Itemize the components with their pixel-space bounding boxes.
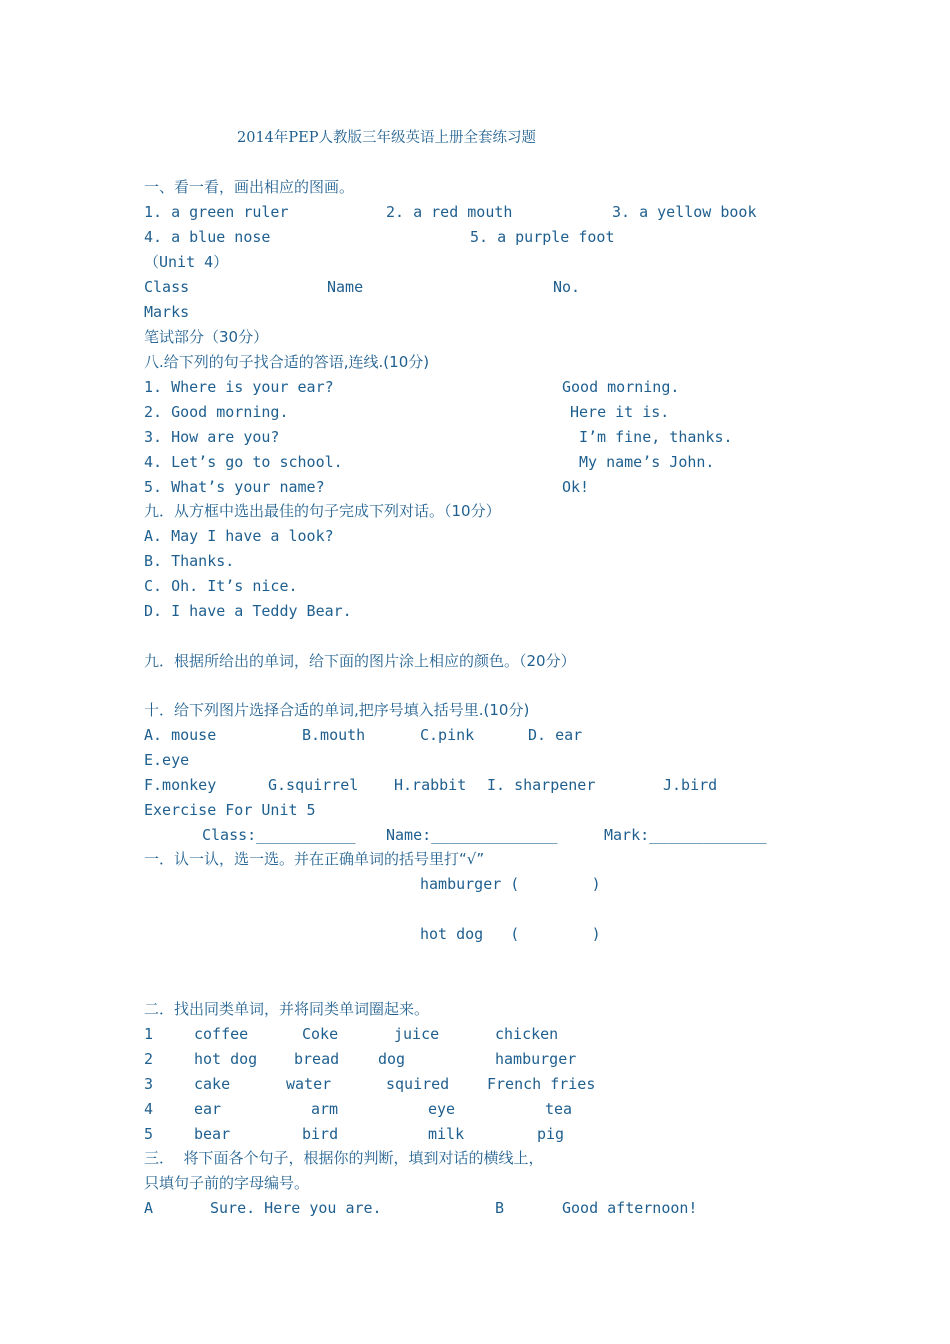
unit4-label: （Unit 4） (144, 253, 229, 271)
s8-question: 1. Where is your ear? (144, 378, 334, 396)
u5s3-letter-b: B (495, 1199, 505, 1217)
s10-word: C.pink (420, 726, 475, 744)
s1-item-3: 3. a yellow book (612, 203, 757, 221)
s10-word: J.bird (663, 776, 718, 794)
u5s2-row-number: 5 (144, 1125, 154, 1143)
s1-item-2: 2. a red mouth (386, 203, 513, 221)
u5s2-word: coffee (194, 1025, 249, 1043)
s9-option: A. May I have a look? (144, 527, 334, 545)
u5s3-sentence-a: Sure. Here you are. (210, 1199, 382, 1217)
unit5-name-field: Name:______________ (386, 826, 558, 844)
s8-question: 3. How are you? (144, 428, 280, 446)
s10-word: I. sharpener (487, 776, 596, 794)
written-part-label: 笔试部分（30分） (144, 328, 269, 346)
s8-answer: Good morning. (562, 378, 680, 396)
name-label: Name (327, 278, 364, 296)
u5s2-word: chicken (495, 1025, 559, 1043)
u5s2-row-number: 2 (144, 1050, 154, 1068)
s8-answer: Here it is. (570, 403, 670, 421)
section-9-heading: 九．从方框中选出最佳的句子完成下列对话。（10分） (144, 502, 501, 520)
u5s2-row-number: 4 (144, 1100, 154, 1118)
u5s2-word: bear (194, 1125, 231, 1143)
u5-section-3-heading: 三． 将下面各个句子，根据你的判断，填到对话的横线上， (144, 1149, 544, 1167)
u5s2-word: milk (428, 1125, 465, 1143)
s10-word: D. ear (528, 726, 583, 744)
page-title: 2014年PEP人教版三年级英语上册全套练习题 (237, 130, 536, 146)
s9-option: B. Thanks. (144, 552, 235, 570)
class-label: Class (144, 278, 190, 296)
u5s2-word: tea (545, 1100, 573, 1118)
s8-answer: I’m fine, thanks. (579, 428, 733, 446)
s1-item-4: 4. a blue nose (144, 228, 271, 246)
s8-question: 2. Good morning. (144, 403, 289, 421)
unit5-title: Exercise For Unit 5 (144, 801, 316, 819)
section-10-heading: 十．给下列图片选择合适的单词,把序号填入括号里.(10分) (144, 701, 530, 719)
unit5-mark-field: Mark:_____________ (604, 826, 767, 844)
u5-section-1-heading: 一．认一认，选一选。并在正确单词的括号里打“√” (144, 850, 485, 868)
s8-question: 4. Let’s go to school. (144, 453, 343, 471)
u5s2-word: dog (378, 1050, 406, 1068)
u5-section-2-heading: 二．找出同类单词，并将同类单词圈起来。 (144, 1000, 430, 1018)
s1-item-5: 5. a purple foot (470, 228, 615, 246)
s1-item-1: 1. a green ruler (144, 203, 289, 221)
s9-option: C. Oh. It’s nice. (144, 577, 298, 595)
s10-word: H.rabbit (394, 776, 467, 794)
u5s1-item-hamburger: hamburger ( ) (420, 875, 601, 893)
s9-option: D. I have a Teddy Bear. (144, 602, 352, 620)
u5s2-word: bird (302, 1125, 339, 1143)
u5s2-row-number: 3 (144, 1075, 154, 1093)
u5s2-word: water (286, 1075, 332, 1093)
u5s2-word: cake (194, 1075, 231, 1093)
u5s1-item-hotdog: hot dog ( ) (420, 925, 601, 943)
u5s2-word: bread (294, 1050, 340, 1068)
u5s2-row-number: 1 (144, 1025, 154, 1043)
u5s2-word: eye (428, 1100, 456, 1118)
u5s2-word: pig (537, 1125, 565, 1143)
section-9b-heading: 九．根据所给出的单词，给下面的图片涂上相应的颜色。（20分） (144, 652, 576, 670)
s10-word: E.eye (144, 751, 190, 769)
u5-section-3-heading-cont: 只填句子前的字母编号。 (144, 1174, 310, 1192)
section-8-heading: 八.给下列的句子找合适的答语,连线.(10分) (144, 353, 430, 371)
u5s2-word: juice (394, 1025, 440, 1043)
s8-answer: Ok! (562, 478, 590, 496)
u5s2-word: hamburger (495, 1050, 577, 1068)
s10-word: A. mouse (144, 726, 217, 744)
section-1-heading: 一、看一看，画出相应的图画。 (144, 178, 355, 196)
s10-word: G.squirrel (268, 776, 359, 794)
s10-word: B.mouth (302, 726, 366, 744)
u5s3-letter-a: A (144, 1199, 154, 1217)
u5s2-word: squired (386, 1075, 450, 1093)
unit5-class-field: Class:___________ (202, 826, 356, 844)
s10-word: F.monkey (144, 776, 217, 794)
number-label: No. (553, 278, 581, 296)
u5s2-word: arm (311, 1100, 339, 1118)
s8-question: 5. What’s your name? (144, 478, 325, 496)
u5s2-word: hot dog (194, 1050, 258, 1068)
marks-label: Marks (144, 303, 190, 321)
u5s2-word: ear (194, 1100, 222, 1118)
s8-answer: My name’s John. (579, 453, 715, 471)
u5s3-sentence-b: Good afternoon! (562, 1199, 698, 1217)
u5s2-word: Coke (302, 1025, 339, 1043)
u5s2-word: French fries (487, 1075, 596, 1093)
